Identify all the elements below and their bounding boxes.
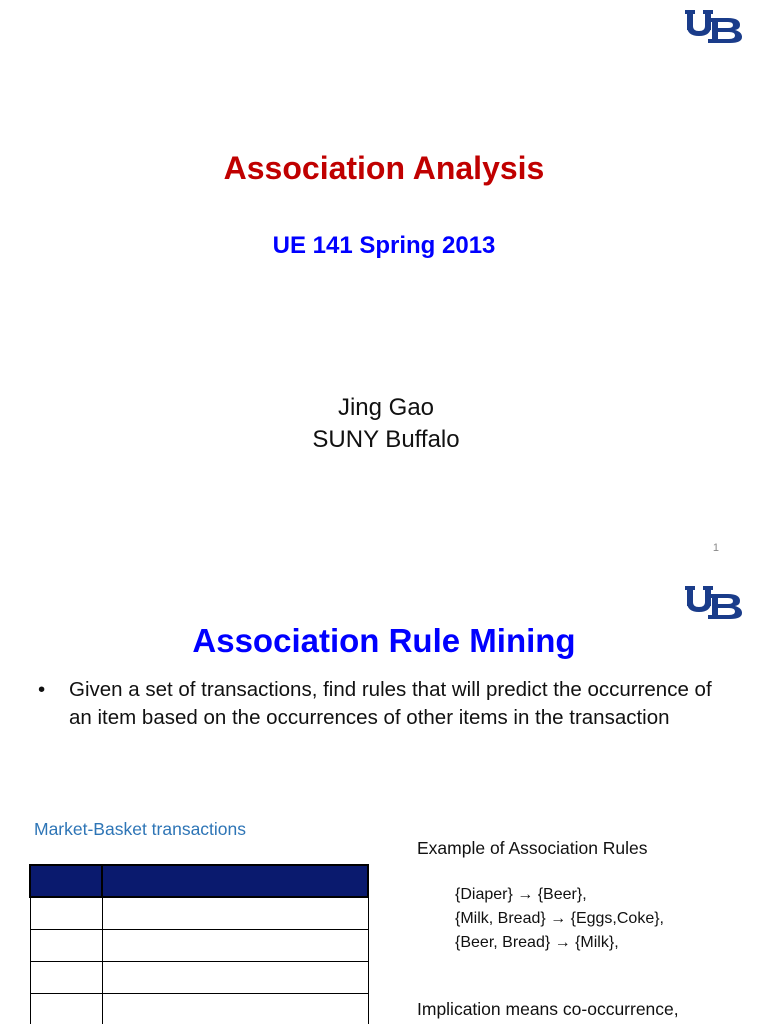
rule-item: {Milk, Bread} → {Eggs,Coke},	[455, 910, 664, 927]
table-cell	[102, 930, 368, 962]
table-row	[30, 994, 368, 1024]
table-row	[30, 897, 368, 930]
rule-item: {Beer, Bread} → {Milk},	[455, 934, 619, 951]
page-number: 1	[712, 542, 719, 554]
table-cell	[102, 962, 368, 994]
slide-title: Association Analysis	[223, 150, 545, 186]
table-header-row	[30, 865, 368, 897]
table-row	[30, 930, 368, 962]
table-header-cell	[102, 865, 368, 897]
author-name: Jing Gao	[337, 394, 435, 421]
implication-text: Implication means co-occurrence,	[417, 999, 679, 1019]
author-affiliation: SUNY Buffalo	[312, 426, 460, 453]
slide-subtitle: UE 141 Spring 2013	[272, 232, 496, 259]
table-cell	[102, 897, 368, 930]
ub-logo-icon	[684, 584, 744, 620]
table-cell	[30, 962, 102, 994]
examples-label: Example of Association Rules	[417, 838, 648, 858]
bullet-symbol: •	[38, 678, 46, 701]
rule-item: {Diaper} → {Beer},	[455, 886, 587, 903]
table-cell	[102, 994, 368, 1024]
table-cell	[30, 994, 102, 1024]
table-header-cell	[30, 865, 102, 897]
table-cell	[30, 897, 102, 930]
bullet-text: Given a set of transactions, find rules that will predict the occurrence of an item based on the occurrences of other items in the transaction	[69, 678, 712, 729]
table-row	[30, 962, 368, 994]
table-cell	[30, 930, 102, 962]
slide-2	[0, 566, 768, 1024]
ub-logo-icon	[684, 8, 744, 44]
market-basket-label: Market-Basket transactions	[34, 819, 247, 839]
slide-title: Association Rule Mining	[192, 622, 576, 659]
transactions-table	[29, 864, 369, 1024]
